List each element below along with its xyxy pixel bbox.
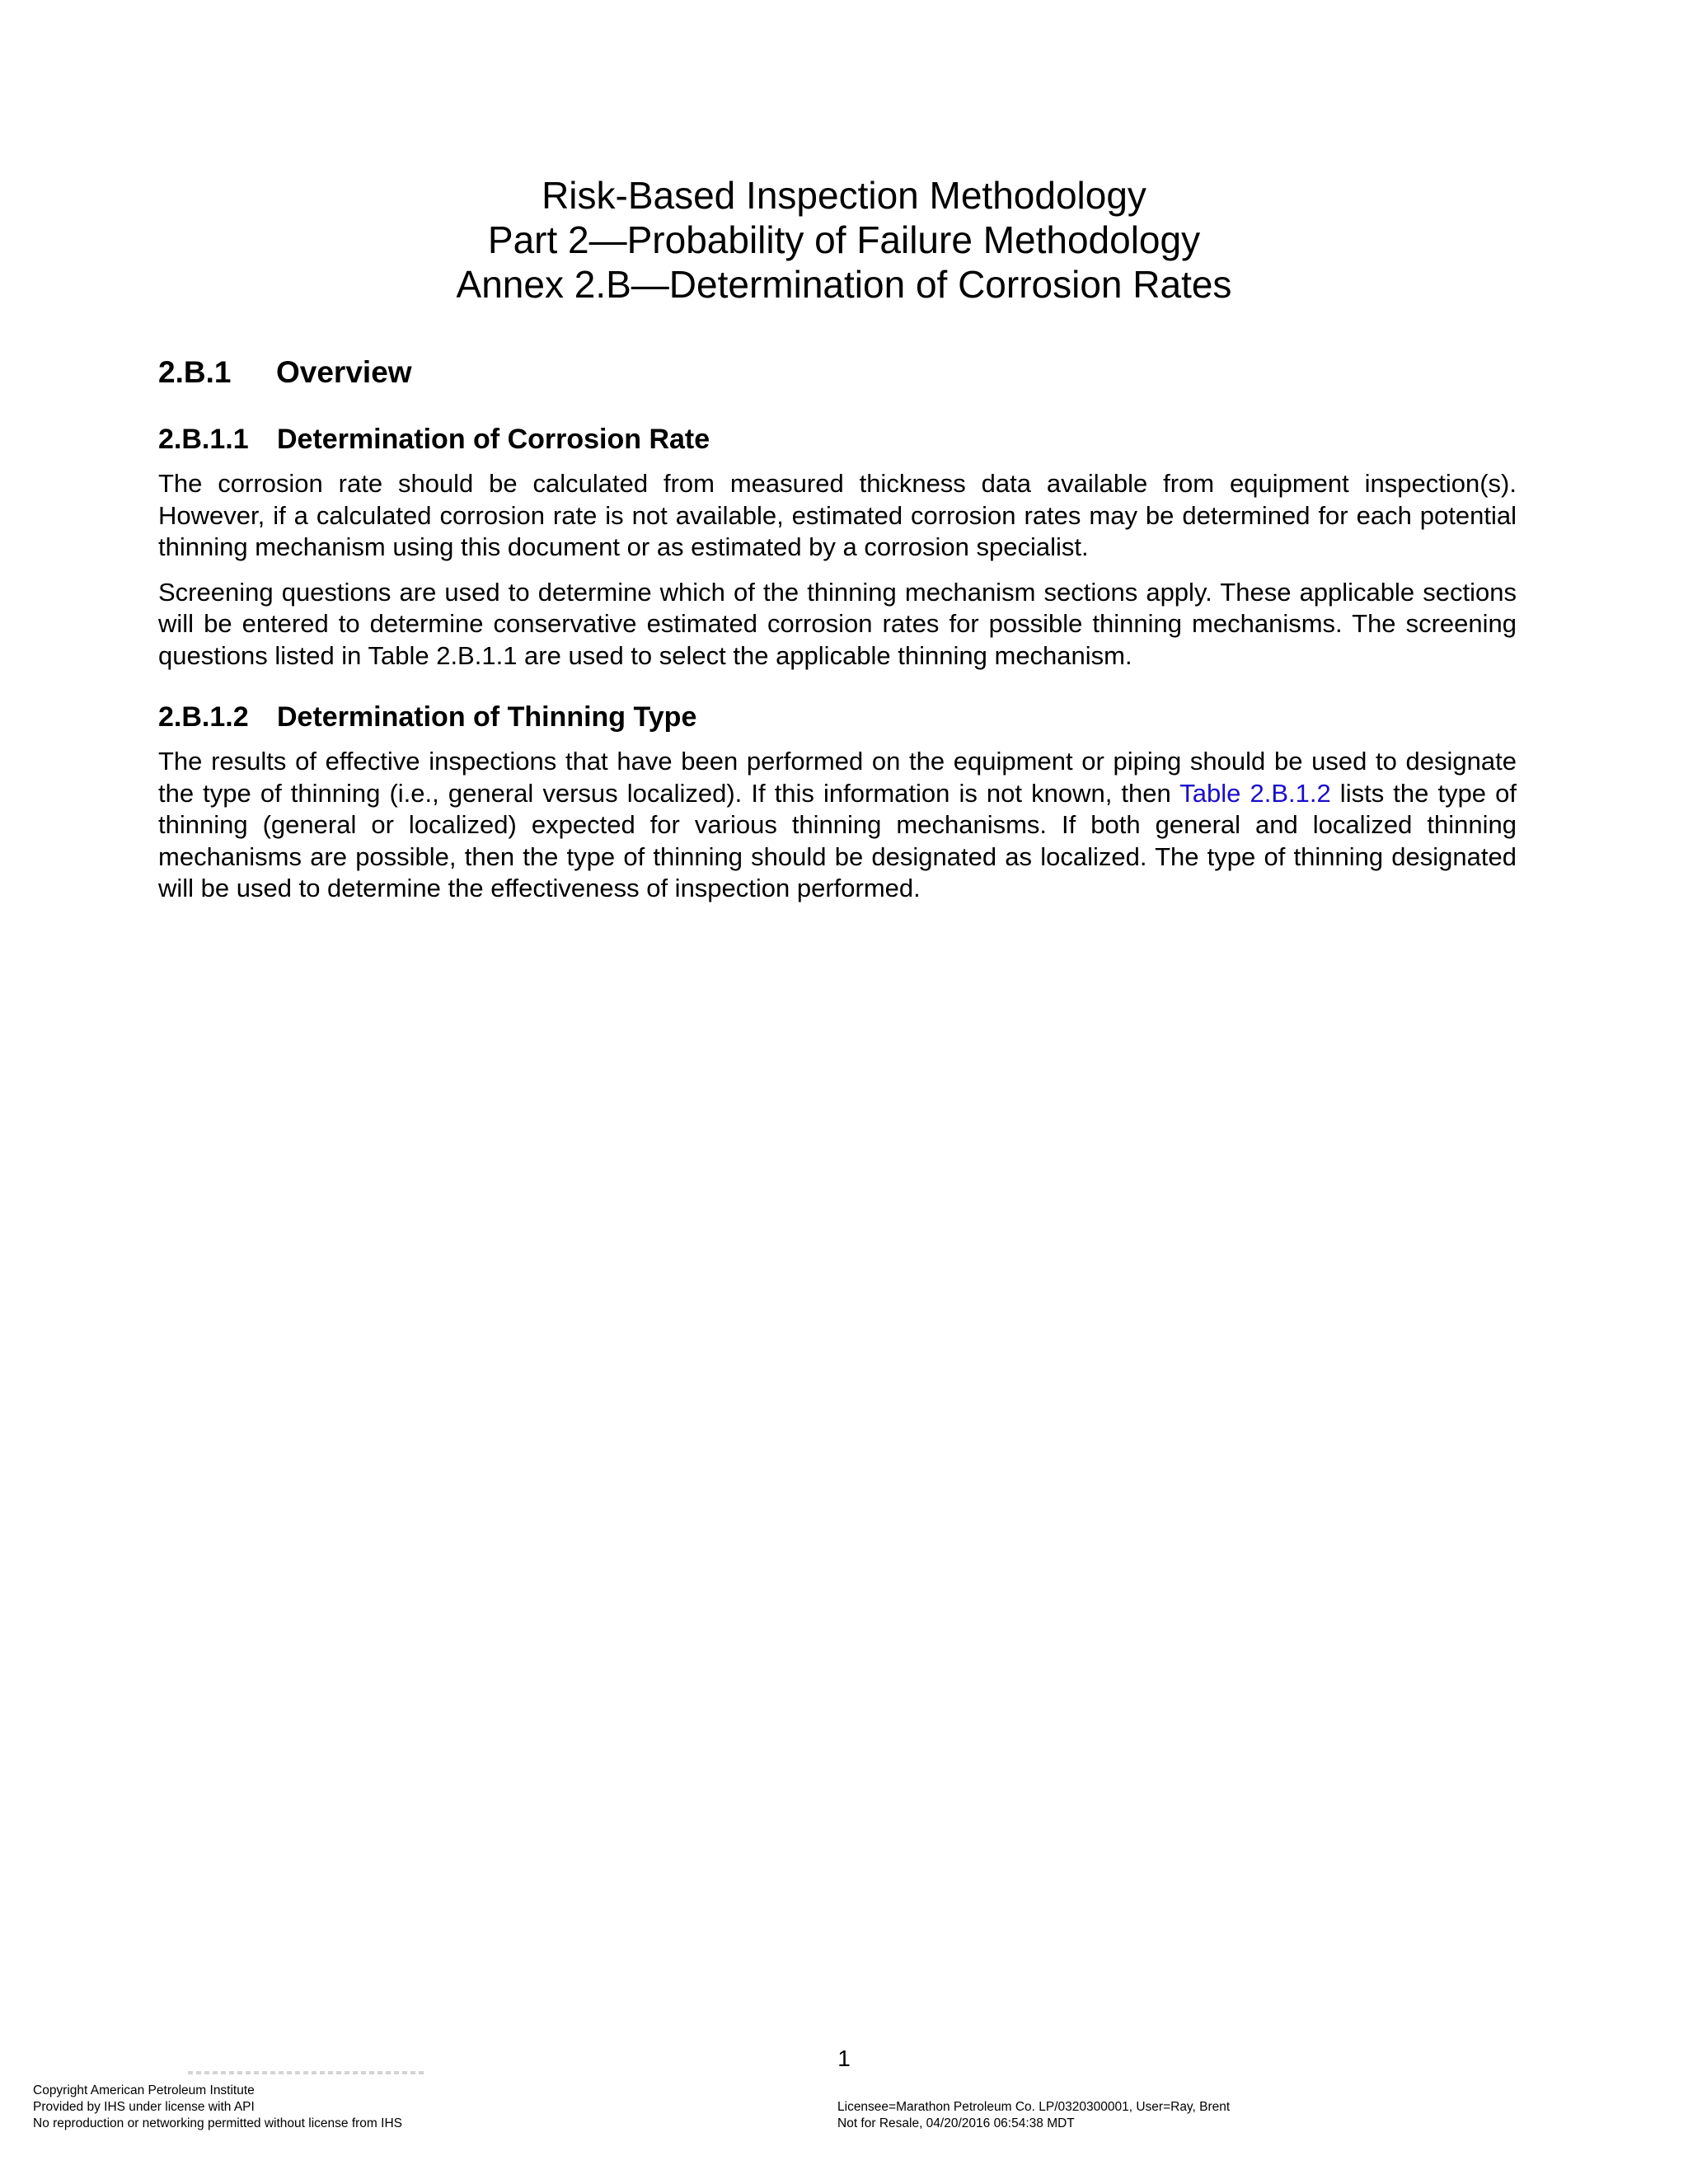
page-number: 1 (837, 2046, 851, 2071)
paragraph: The corrosion rate should be calculated from measured thickness data available from equipment inspection(s). However, if a calculated corrosion rate is not available, estimated corrosion rates may be determined for each potential thinning mechanism using this document or as estimated by a corrosion specialist. (158, 469, 1517, 561)
title-line-2: Part 2—Probability of Failure Methodology (487, 218, 1201, 261)
section-title: Overview (276, 355, 412, 389)
title-line-3: Annex 2.B—Determination of Corrosion Rates (456, 263, 1232, 306)
footer-line: Copyright American Petroleum Institute (33, 2083, 255, 2097)
footer-line: No reproduction or networking permitted without license from IHS (33, 2116, 402, 2130)
subsection-title: Determination of Corrosion Rate (277, 424, 710, 455)
footer-line: Licensee=Marathon Petroleum Co. LP/0320300001, User=Ray, Brent (837, 2100, 1231, 2114)
subsection-heading (158, 700, 1517, 734)
subsection-title: Determination of Thinning Type (277, 701, 697, 733)
subsection-number: 2.B.1.2 (158, 701, 249, 733)
footer-license (837, 2099, 1230, 2132)
footer-line: Provided by IHS under license with API (33, 2100, 255, 2114)
paragraph: Screening questions are used to determine which of the thinning mechanism sections apply. These applicable sections will be entered to determine conservative estimated corrosion rates for possible thinning mechanisms. The screening questions listed in Table 2.B.1.1 are used to select the applicable thinning mechanism. (158, 577, 1517, 670)
title-line-1: Risk-Based Inspection Methodology (542, 174, 1146, 217)
footer-copyright (33, 2083, 402, 2132)
document-body (158, 354, 1517, 918)
table-link[interactable]: Table 2.B.1.2 (1179, 778, 1331, 808)
paragraph-text: lists the type of thinning (general or localized) expected for various thinning mechanisms. If both general and localized thinning mechanisms are possible, then the type of thinning should be designated as localized. The type of thinning designated will be used to determine the effectiveness of inspection performed. (158, 778, 1517, 902)
section-number: 2.B.1 (158, 355, 232, 389)
scan-artifact (188, 2071, 427, 2074)
page-title (0, 173, 1688, 307)
footer-line: Not for Resale, 04/20/2016 06:54:38 MDT (837, 2116, 1075, 2130)
subsection-number: 2.B.1.1 (158, 424, 249, 455)
subsection-heading (158, 422, 1517, 457)
paragraph-text: The results of effective inspections that have been performed on the equipment or piping should be used to designate the type of thinning (i.e., general versus localized). If this information is not known, then (158, 747, 1517, 808)
section-heading (158, 354, 1517, 391)
paragraph (158, 746, 1517, 905)
